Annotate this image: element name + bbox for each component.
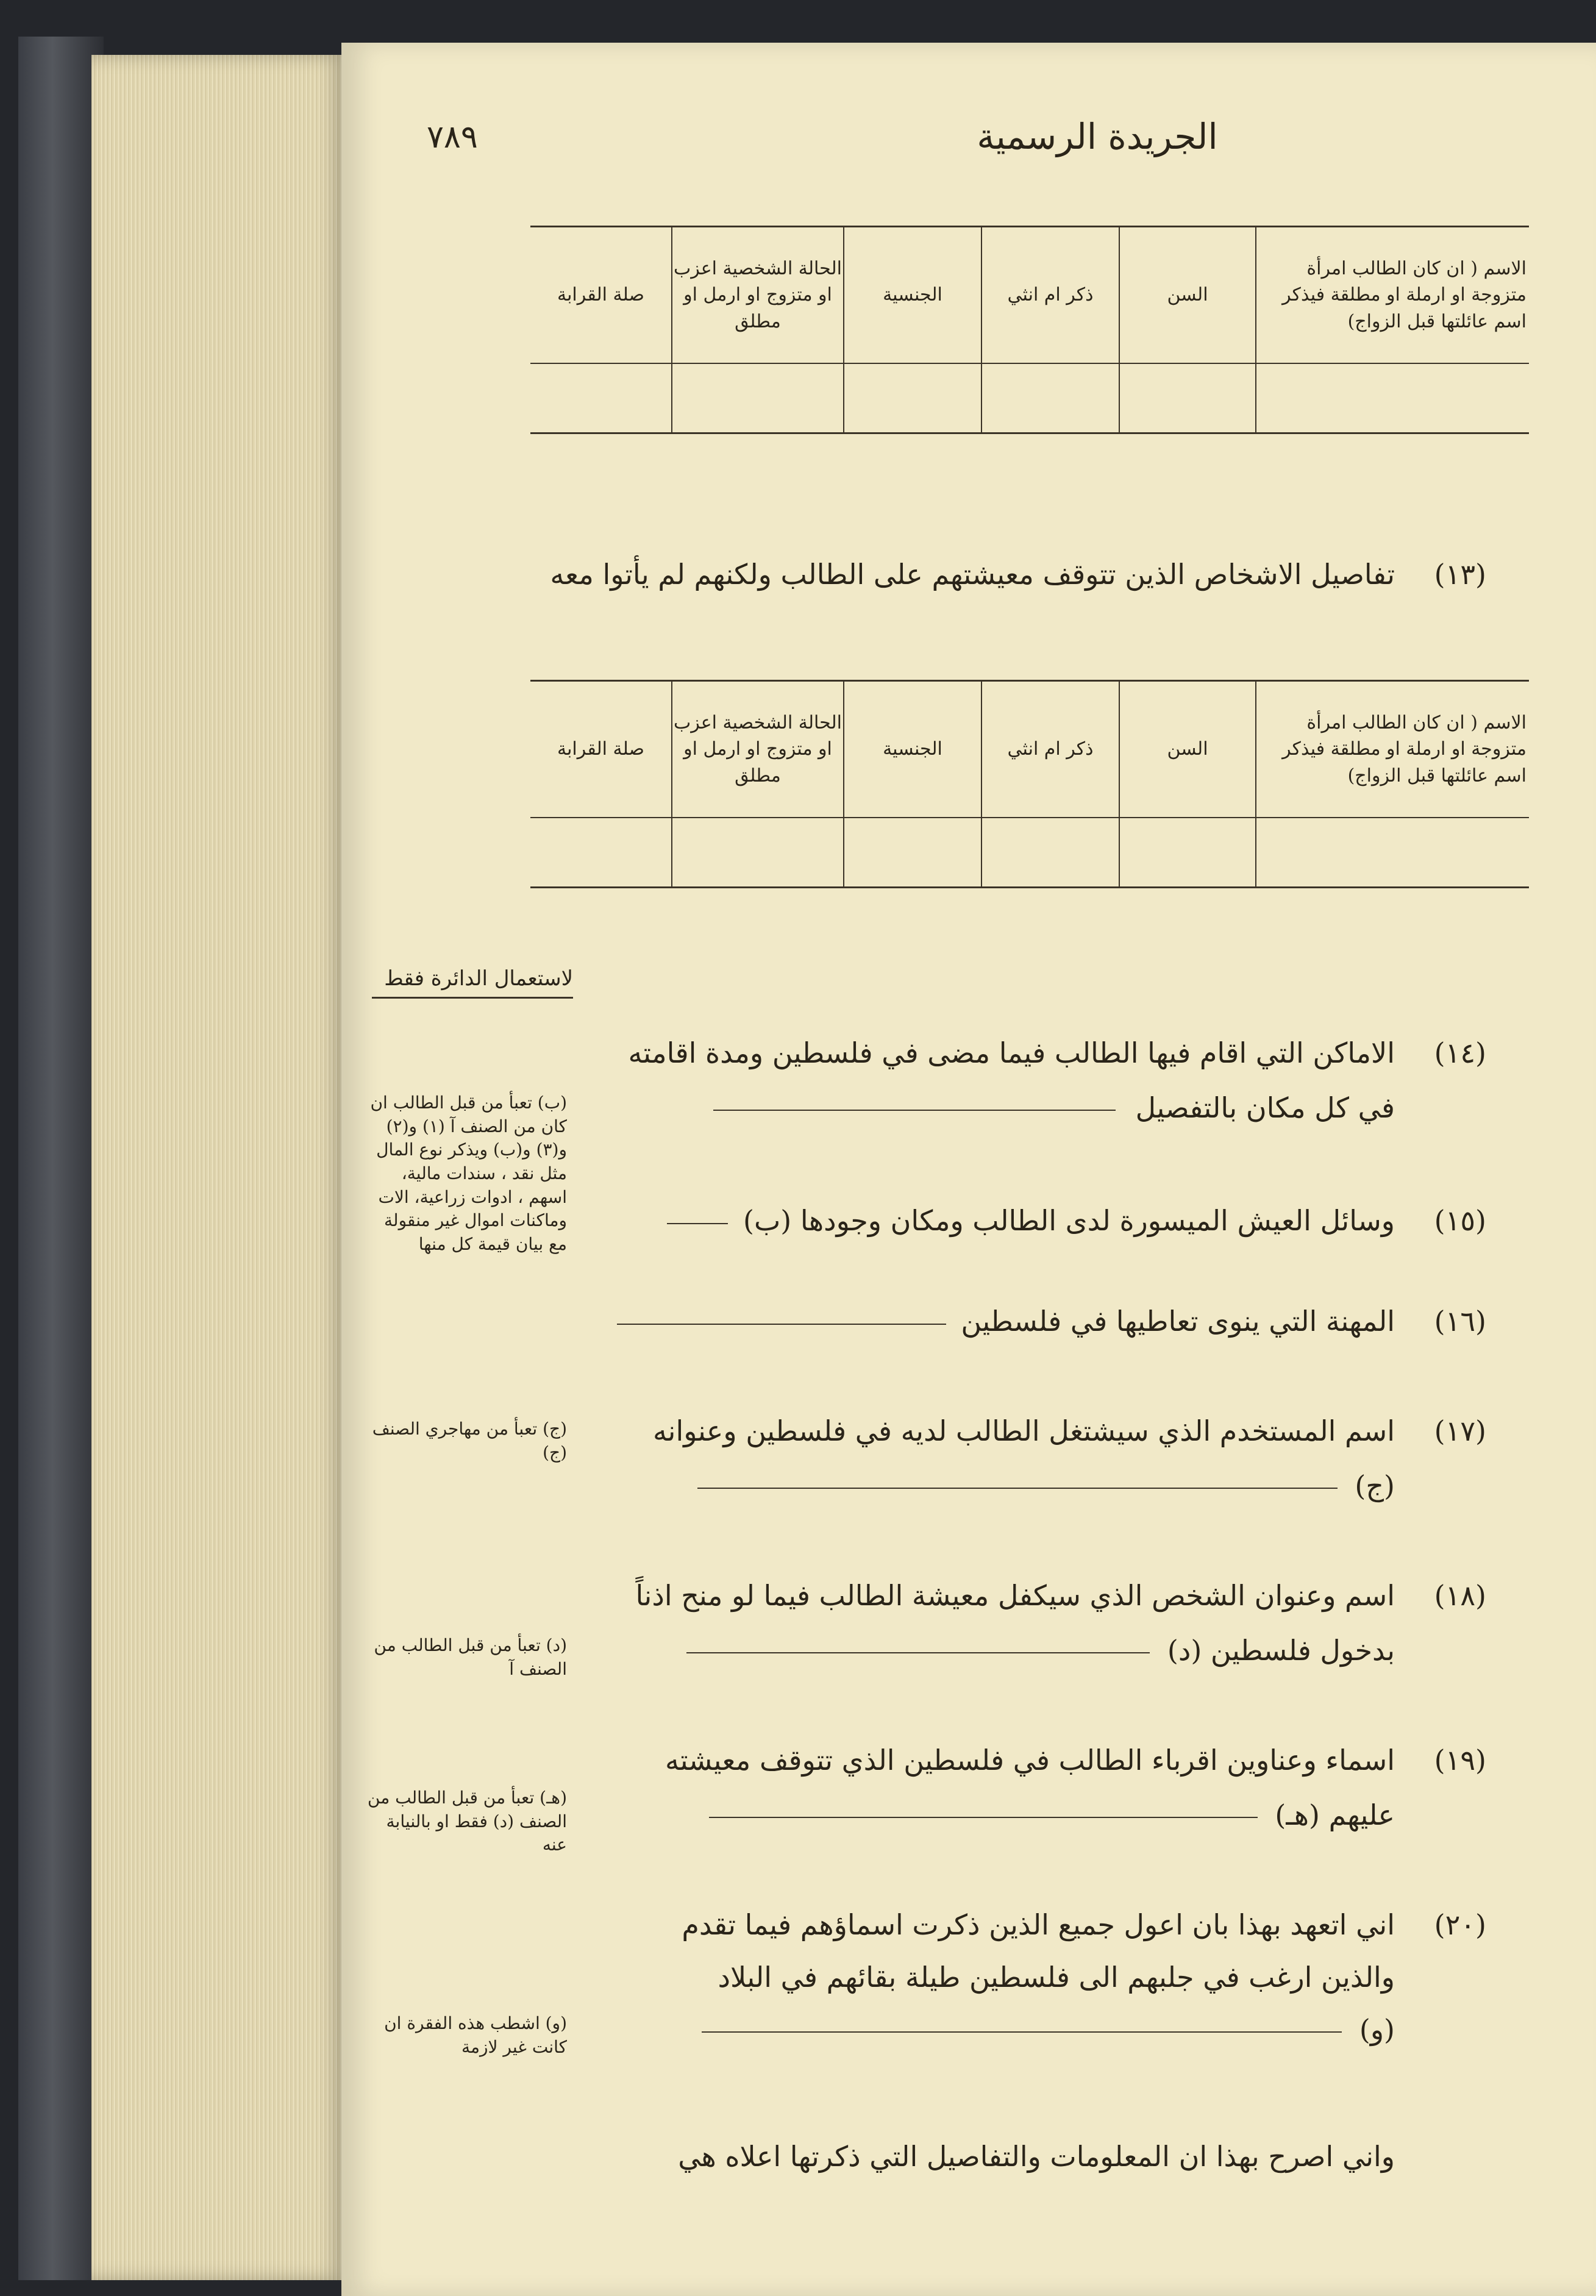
item-text-line2: في كل مكان بالتفصيل [1135, 1091, 1395, 1124]
note-h: (هـ) تعبأ من قبل الطالب من الصنف (د) فقط او بالنيابة عنه [367, 1788, 567, 1855]
item-text-line1: اسماء وعناوين اقرباء الطالب في فلسطين الذي تتوقف معيشته [665, 1744, 1395, 1777]
cell-marital-status[interactable] [672, 363, 844, 433]
item-text-line2: والذين ارغب في جلبهم الى فلسطين طيلة بقائهم في البلاد [718, 1960, 1395, 1994]
col-relationship: صلة القرابة [530, 227, 672, 364]
item-number: (٢٠) [1434, 1908, 1486, 1941]
col-gender: ذكر ام انثي [981, 681, 1119, 818]
col-age: السن [1119, 681, 1256, 818]
answer-line[interactable] [709, 1816, 1258, 1818]
item-15 [426, 1198, 1486, 1244]
note-c: (ج) تعبأ من مهاجري الصنف (ج) [372, 1419, 567, 1463]
item-text-line1: الاماكن التي اقام فيها الطالب فيما مضى في فلسطين ومدة اقامته [628, 1036, 1395, 1069]
cell-name[interactable] [1256, 363, 1529, 433]
col-gender: ذكر ام انثي [981, 227, 1119, 364]
item-text-line2: (ج) [1355, 1469, 1395, 1502]
item-text-line1: اسم وعنوان الشخص الذي سيكفل معيشة الطالب فيما لو منح اذناً [635, 1579, 1395, 1612]
cell-nationality[interactable] [844, 363, 981, 433]
page-title: الجريدة الرسمية [977, 116, 1218, 157]
col-nationality: الجنسية [844, 227, 981, 364]
item-text-line3: (و) [1359, 2013, 1395, 2046]
item-text: وسائل العيش الميسورة لدى الطالب ومكان وجودها (ب) [743, 1204, 1395, 1237]
item-19 [426, 1738, 1486, 1839]
item-number: (١٩) [1434, 1744, 1486, 1777]
page-number: ٧٨٩ [427, 119, 478, 155]
cell-relationship[interactable] [530, 818, 672, 888]
declaration [426, 2134, 1486, 2180]
cell-gender[interactable] [981, 818, 1119, 888]
cell-name[interactable] [1256, 818, 1529, 888]
item-text-line1: اني اتعهد بهذا بان اعول جميع الذين ذكرت اسماؤهم فيما تقدم [682, 1908, 1395, 1941]
dependents-table-not-accompanying [530, 680, 1529, 888]
col-age: السن [1119, 227, 1256, 364]
answer-line[interactable] [713, 1109, 1116, 1111]
note-b: (ب) تعبأ من قبل الطالب ان كان من الصنف آ (١) و(٢) و(٣) و(ب) ويذكر نوع المال مثل نقد ، سندات مالية، اسهم ، ادوات زراعية، الات وماكنات اموال غير منقولة مع بيان قيمة كل منها [370, 1093, 567, 1254]
item-number: (١٧) [1434, 1414, 1486, 1447]
answer-line[interactable] [702, 2031, 1342, 2033]
item-number: (١٤) [1434, 1036, 1486, 1069]
table-row [530, 818, 1529, 888]
col-name: الاسم ( ان كان الطالب امرأة متزوجة او ارملة او مطلقة فيذكر اسم عائلتها قبل الزواج) [1256, 227, 1529, 364]
table-row [530, 363, 1529, 433]
col-nationality: الجنسية [844, 681, 981, 818]
item-17 [426, 1408, 1486, 1510]
item-number: (١٦) [1434, 1305, 1486, 1338]
col-relationship: صلة القرابة [530, 681, 672, 818]
answer-line[interactable] [667, 1222, 728, 1224]
page-content [341, 43, 1596, 2296]
office-use-heading: لاستعمال الدائرة فقط [372, 966, 573, 999]
book-binding [18, 37, 104, 2280]
col-name: الاسم ( ان كان الطالب امرأة متزوجة او ارملة او مطلقة فيذكر اسم عائلتها قبل الزواج) [1256, 681, 1529, 818]
item-text-line2: عليهم (هـ) [1275, 1798, 1395, 1831]
item-number: (١٥) [1434, 1204, 1486, 1237]
col-marital-status: الحالة الشخصية اعزب او متزوج او ارمل او مطلق [672, 681, 844, 818]
cell-nationality[interactable] [844, 818, 981, 888]
item-text: المهنة التي ينوى تعاطيها في فلسطين [961, 1305, 1395, 1338]
item-number: (١٨) [1434, 1579, 1486, 1612]
col-marital-status: الحالة الشخصية اعزب او متزوج او ارمل او مطلق [672, 227, 844, 364]
cell-age[interactable] [1119, 818, 1256, 888]
item-13 [426, 552, 1486, 598]
page-stack [91, 55, 347, 2280]
cell-gender[interactable] [981, 363, 1119, 433]
declaration-text: واني اصرح بهذا ان المعلومات والتفاصيل التي ذكرتها اعلاه هي [678, 2140, 1395, 2173]
item-number: (١٣) [1434, 558, 1486, 591]
item-18 [426, 1573, 1486, 1674]
answer-line[interactable] [686, 1652, 1150, 1653]
note-w: (و) اشطب هذه الفقرة ان كانت غير لازمة [384, 2013, 567, 2057]
dependents-table-accompanying [530, 226, 1529, 434]
item-text-line2: بدخول فلسطين (د) [1167, 1633, 1395, 1667]
answer-line[interactable] [697, 1487, 1338, 1489]
document-page [341, 43, 1596, 2296]
item-14 [426, 1030, 1486, 1132]
cell-age[interactable] [1119, 363, 1256, 433]
item-20 [426, 1902, 1486, 2053]
item-text: تفاصيل الاشخاص الذين تتوقف معيشتهم على الطالب ولكنهم لم يأتوا معه [550, 558, 1395, 591]
cell-relationship[interactable] [530, 363, 672, 433]
item-16 [426, 1299, 1486, 1345]
note-d: (د) تعبأ من قبل الطالب من الصنف آ [374, 1635, 567, 1679]
answer-line[interactable] [617, 1323, 946, 1325]
cell-marital-status[interactable] [672, 818, 844, 888]
item-text-line1: اسم المستخدم الذي سيشتغل الطالب لديه في فلسطين وعنوانه [653, 1414, 1395, 1447]
